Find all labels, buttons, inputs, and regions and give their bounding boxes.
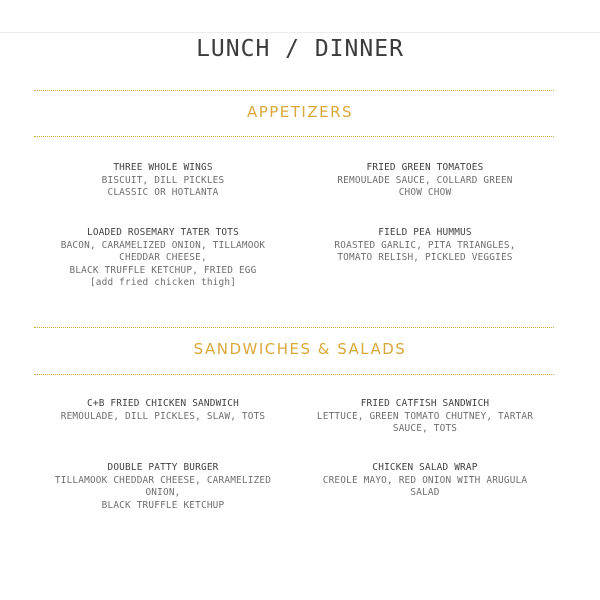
item-description-line: LETTUCE, GREEN TOMATO CHUTNEY, TARTAR	[316, 410, 534, 422]
item-description-line: TILLAMOOK CHEDDAR CHEESE, CARAMELIZED	[54, 474, 272, 486]
section-title-sandwiches-salads: SANDWICHES & SALADS	[193, 340, 407, 358]
item-name: FRIED GREEN TOMATOES	[366, 162, 484, 173]
item-description-line: BACON, CARAMELIZED ONION, TILLAMOOK	[60, 239, 266, 251]
menu-item-loaded-rosemary-tater-tots	[38, 227, 288, 290]
section-divider-bottom	[34, 136, 554, 137]
menu-item-three-whole-wings	[38, 162, 288, 200]
section-title-appetizers: APPETIZERS	[246, 103, 354, 121]
item-name: THREE WHOLE WINGS	[113, 162, 213, 173]
menu-item-fried-green-tomatoes	[300, 162, 550, 200]
item-description-line: CHEDDAR CHEESE,	[119, 252, 207, 263]
section-divider-bottom	[34, 374, 554, 375]
menu-item-field-pea-hummus	[300, 227, 550, 265]
item-name: C+B FRIED CHICKEN SANDWICH	[87, 398, 239, 409]
item-description-line: TOMATO RELISH, PICKLED VEGGIES	[337, 252, 513, 263]
item-description-line: [add fried chicken thigh]	[89, 277, 237, 288]
page-title: LUNCH / DINNER	[196, 36, 404, 62]
menu-item-cb-fried-chicken-sandwich	[38, 398, 288, 423]
item-name: CHICKEN SALAD WRAP	[372, 462, 478, 473]
section-divider-top	[34, 90, 554, 91]
menu-item-chicken-salad-wrap	[300, 462, 550, 500]
section-divider-top	[34, 327, 554, 328]
menu-item-double-patty-burger	[38, 462, 288, 512]
item-description-line: REMOULADE, DILL PICKLES, SLAW, TOTS	[60, 410, 266, 422]
item-description-line: ONION,	[145, 487, 181, 498]
item-description-line: BLACK TRUFFLE KETCHUP	[101, 499, 225, 511]
top-divider	[0, 32, 600, 33]
item-description-line: SAUCE, TOTS	[392, 423, 458, 434]
item-description-line: ROASTED GARLIC, PITA TRIANGLES,	[334, 239, 516, 251]
item-description-line: CREOLE MAYO, RED ONION WITH ARUGULA	[322, 474, 528, 486]
item-description-line: CLASSIC OR HOTLANTA	[107, 187, 219, 198]
item-description-line: REMOULADE SAUCE, COLLARD GREEN	[337, 174, 513, 186]
item-description-line: CHOW CHOW	[398, 187, 452, 198]
item-name: DOUBLE PATTY BURGER	[107, 462, 219, 473]
item-description-line: SALAD	[410, 487, 440, 498]
item-description-line: BLACK TRUFFLE KETCHUP, FRIED EGG	[69, 264, 257, 276]
item-name: FRIED CATFISH SANDWICH	[360, 398, 490, 409]
item-name: FIELD PEA HUMMUS	[378, 227, 472, 238]
menu-item-fried-catfish-sandwich	[300, 398, 550, 436]
item-description-line: BISCUIT, DILL PICKLES	[101, 174, 225, 186]
item-name: LOADED ROSEMARY TATER TOTS	[87, 227, 239, 238]
